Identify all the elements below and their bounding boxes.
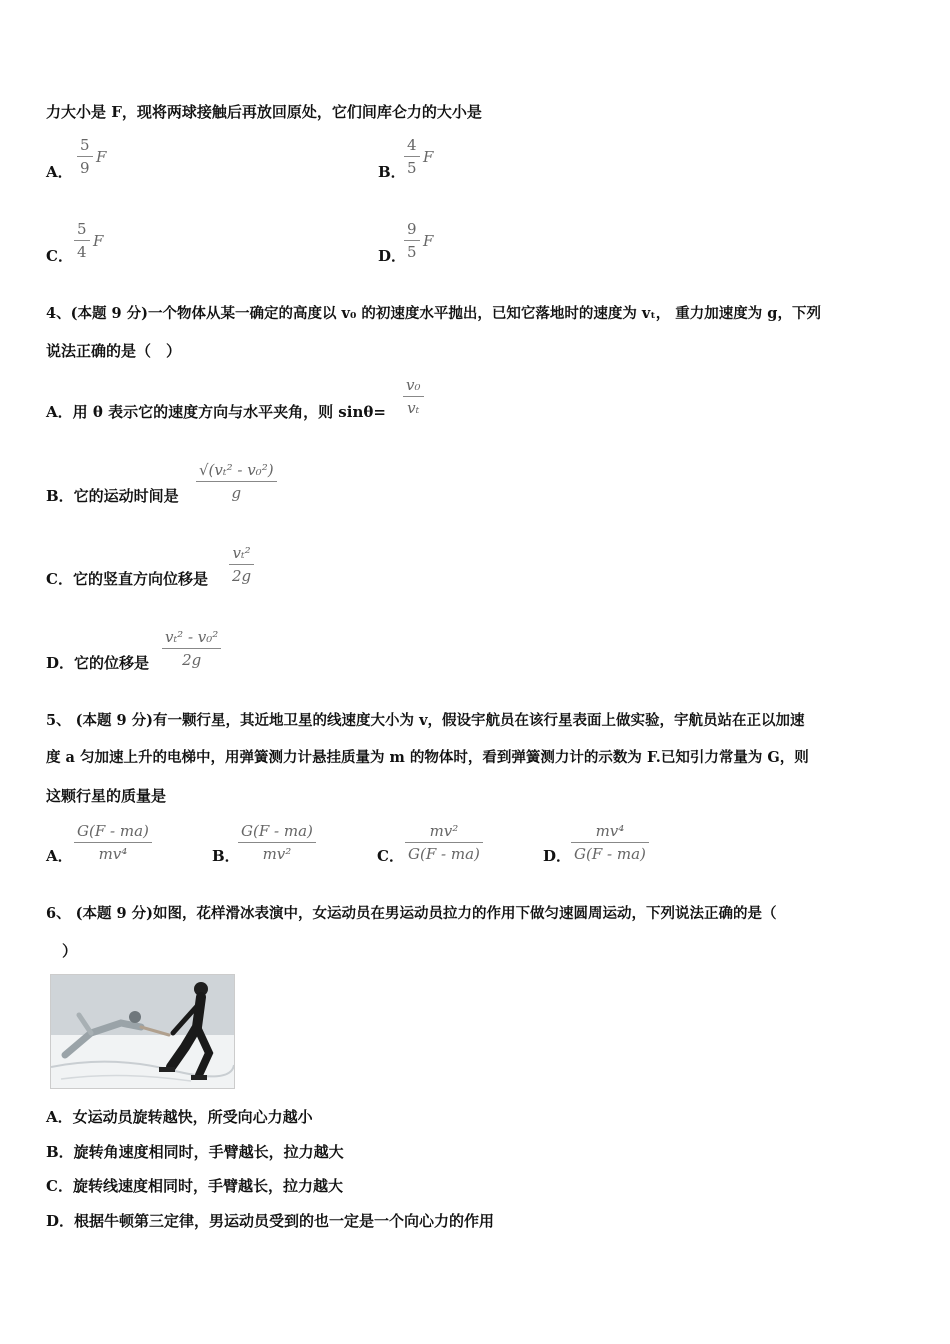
figure-skaters-illustration (51, 975, 234, 1088)
fraction-bar (74, 842, 152, 843)
q3-option-d-fraction (404, 220, 420, 261)
fraction-bar (404, 240, 420, 241)
q5-option-a-label: A． (46, 847, 73, 865)
q6-option-c: C．旋转线速度相同时，手臂越长，拉力越大 (46, 1177, 343, 1195)
fraction-numerator: √(vₜ² - v₀²) (199, 461, 274, 479)
q3-option-d-label: D． (378, 247, 407, 265)
fraction-numerator: v₀ (406, 376, 421, 394)
q3-option-b-label: B． (378, 163, 406, 181)
q4-option-c-label: C．它的竖直方向位移是 (46, 570, 208, 588)
q6-option-d: D．根据牛顿第三定律，男运动员受到的也一定是一个向心力的作用 (46, 1212, 495, 1230)
fraction-denominator: 5 (407, 159, 417, 177)
fraction-denominator: 9 (80, 159, 90, 177)
q5-option-d-fraction (571, 822, 649, 863)
fraction-numerator: 9 (407, 220, 417, 238)
fraction-numerator: G(F - ma) (241, 822, 313, 840)
fraction-numerator: mv² (429, 822, 459, 840)
q6-option-a: A．女运动员旋转越快，所受向心力越小 (46, 1108, 313, 1126)
q6-option-b: B．旋转角速度相同时，手臂越长，拉力越大 (46, 1143, 344, 1161)
fraction-denominator: 4 (77, 243, 87, 261)
fraction-bar (404, 156, 420, 157)
q5-stem-line2: 度 a 匀加速上升的电梯中，用弹簧测力计悬挂质量为 m 的物体时，看到弹簧测力计的示数为 F.已知引力常量为 G，则 (46, 749, 809, 766)
q3-option-c-fraction (74, 220, 90, 261)
q5-option-c-label: C． (377, 847, 404, 865)
q3-option-b-suffix: F (423, 148, 434, 166)
q3-option-c-suffix: F (93, 232, 104, 250)
q5-stem-line3: 这颗行星的质量是 (46, 787, 167, 805)
fraction-numerator: 5 (77, 220, 87, 238)
fraction-denominator: mv² (262, 845, 292, 863)
q5-option-a-fraction (74, 822, 152, 863)
q4-option-b-label: B．它的运动时间是 (46, 487, 179, 505)
q3-option-d-suffix: F (423, 232, 434, 250)
q3-option-a-suffix: F (96, 148, 107, 166)
fraction-numerator: G(F - ma) (77, 822, 149, 840)
q4-stem-line2: 说法正确的是（ ） (46, 342, 182, 360)
fraction-bar (571, 842, 649, 843)
q4-option-a-label: A．用 θ 表示它的速度方向与水平夹角，则 sinθ= (46, 403, 386, 421)
fraction-bar (74, 240, 90, 241)
q3-stem: 力大小是 F，现将两球接触后再放回原处，它们间库仑力的大小是 (46, 103, 482, 121)
fraction-numerator: 5 (80, 136, 90, 154)
fraction-denominator: G(F - ma) (574, 845, 646, 863)
fraction-numerator: mv⁴ (595, 822, 625, 840)
fraction-bar (229, 564, 254, 565)
q4-option-b-fraction (196, 461, 277, 502)
q5-stem-line1: 5、 (本题 9 分)有一颗行星，其近地卫星的线速度大小为 v，假设宇航员在该行星表面上做实验，宇航员站在正以加速 (46, 712, 805, 729)
fraction-bar (162, 648, 221, 649)
q4-stem-line1: 4、(本题 9 分)一个物体从某一确定的高度以 v₀ 的初速度水平抛出，已知它落地时的速度为 vₜ， 重力加速度为 g，下列 (46, 305, 821, 322)
fraction-numerator: vₜ² - v₀² (165, 628, 219, 646)
fraction-bar (405, 842, 483, 843)
q4-option-a-fraction (403, 376, 424, 417)
q6-stem-line2: ） (62, 942, 78, 960)
fraction-numerator: vₜ² (232, 544, 251, 562)
q3-option-b-fraction (404, 136, 420, 177)
q6-stem-line1: 6、 (本题 9 分)如图，花样滑冰表演中，女运动员在男运动员拉力的作用下做匀速圆周运动，下列说法正确的是（ (46, 905, 777, 922)
fraction-bar (77, 156, 93, 157)
figure-skating-photo (50, 974, 235, 1089)
q3-option-a-fraction (77, 136, 93, 177)
q3-option-c-label: C． (46, 247, 73, 265)
fraction-bar (196, 481, 277, 482)
fraction-denominator: 2g (182, 651, 202, 669)
fraction-denominator: 2g (232, 567, 252, 585)
q5-option-c-fraction (405, 822, 483, 863)
q4-option-d-label: D．它的位移是 (46, 654, 150, 672)
fraction-denominator: vₜ (407, 399, 420, 417)
fraction-bar (238, 842, 316, 843)
q5-option-b-label: B． (212, 847, 240, 865)
fraction-bar (403, 396, 424, 397)
fraction-denominator: g (231, 484, 242, 502)
q4-option-d-fraction (162, 628, 221, 669)
q4-option-c-fraction (229, 544, 254, 585)
q3-option-a-label: A． (46, 163, 73, 181)
fraction-denominator: G(F - ma) (408, 845, 480, 863)
q5-option-d-label: D． (543, 847, 572, 865)
fraction-numerator: 4 (407, 136, 417, 154)
q5-option-b-fraction (238, 822, 316, 863)
fraction-denominator: 5 (407, 243, 417, 261)
fraction-denominator: mv⁴ (98, 845, 128, 863)
